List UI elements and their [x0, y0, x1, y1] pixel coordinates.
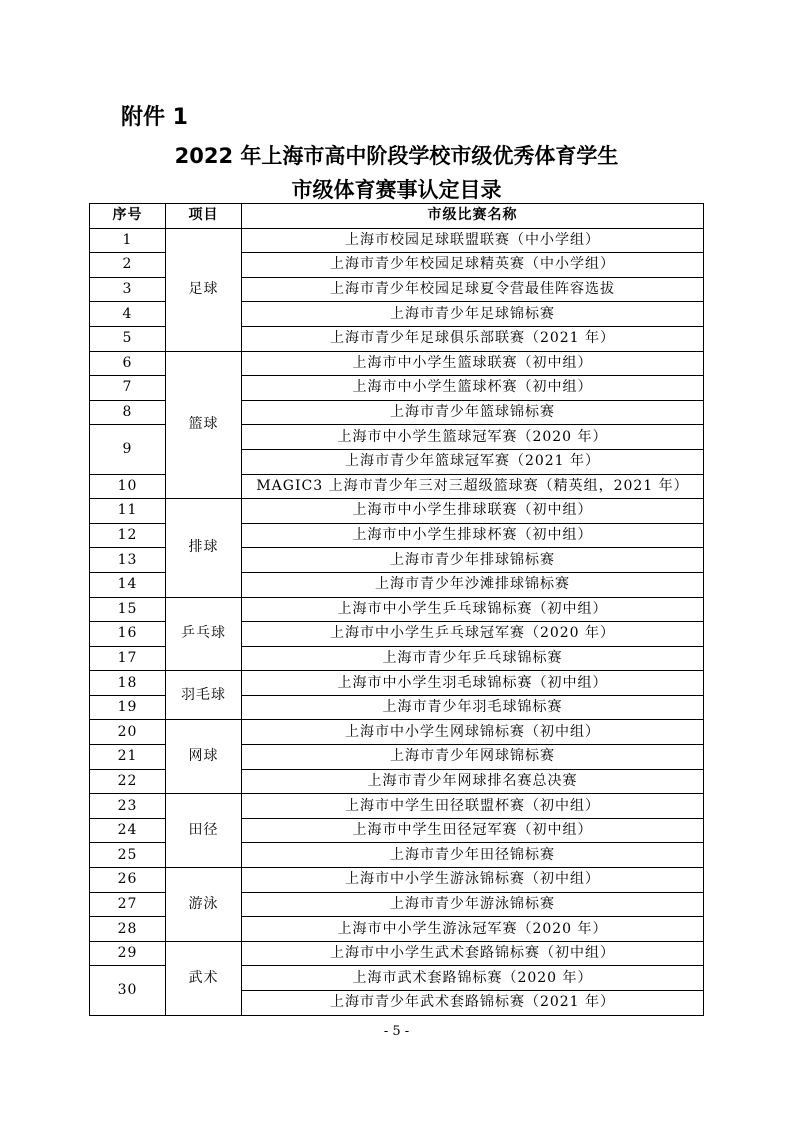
table-row: [90, 868, 704, 893]
competition-name: 上海市青少年篮球锦标赛: [242, 400, 704, 425]
competition-name: 上海市武术套路锦标赛（2020 年）: [242, 966, 704, 991]
competition-name: 上海市青少年足球俱乐部联赛（2021 年）: [242, 326, 704, 351]
row-number: 15: [90, 597, 166, 622]
competition-name: 上海市青少年网球排名赛总决赛: [242, 769, 704, 794]
competition-name: 上海市青少年田径锦标赛: [242, 843, 704, 868]
sport-name: 武术: [166, 941, 242, 1015]
attachment-label: 附件 1: [121, 105, 188, 130]
row-number: 21: [90, 745, 166, 770]
competition-name: 上海市中小学生网球锦标赛（初中组）: [242, 720, 704, 745]
row-number: 4: [90, 302, 166, 327]
row-number: 28: [90, 917, 166, 942]
competition-name: 上海市校园足球联盟联赛（中小学组）: [242, 228, 704, 253]
header-sport: 项目: [166, 204, 242, 229]
row-number: 19: [90, 695, 166, 720]
competition-name: 上海市中小学生乒乓球冠军赛（2020 年）: [242, 622, 704, 647]
table-row: [90, 720, 704, 745]
competition-name: 上海市青少年武术套路锦标赛（2021 年）: [242, 991, 704, 1016]
competition-name: 上海市中小学生篮球冠军赛（2020 年）: [242, 425, 704, 450]
row-number: 24: [90, 818, 166, 843]
competition-name: 上海市中小学生乒乓球锦标赛（初中组）: [242, 597, 704, 622]
competition-name: 上海市中小学生游泳锦标赛（初中组）: [242, 868, 704, 893]
row-number: 12: [90, 523, 166, 548]
row-number: 22: [90, 769, 166, 794]
table-row: [90, 794, 704, 819]
table-row: [90, 351, 704, 376]
competition-name: 上海市中小学生排球联赛（初中组）: [242, 499, 704, 524]
competition-name: 上海市青少年网球锦标赛: [242, 745, 704, 770]
row-number: 3: [90, 277, 166, 302]
row-number: 29: [90, 941, 166, 966]
competition-name: 上海市中小学生羽毛球锦标赛（初中组）: [242, 671, 704, 696]
sport-name: 排球: [166, 499, 242, 597]
row-number: 23: [90, 794, 166, 819]
competition-name: 上海市青少年羽毛球锦标赛: [242, 695, 704, 720]
row-number: 10: [90, 474, 166, 499]
competition-name: 上海市青少年乒乓球锦标赛: [242, 646, 704, 671]
sport-name: 足球: [166, 228, 242, 351]
row-number: 5: [90, 326, 166, 351]
row-number: 17: [90, 646, 166, 671]
table-body: [90, 228, 704, 1015]
row-number: 25: [90, 843, 166, 868]
competition-name: 上海市中学生田径冠军赛（初中组）: [242, 818, 704, 843]
row-number: 11: [90, 499, 166, 524]
competition-name: 上海市青少年沙滩排球锦标赛: [242, 572, 704, 597]
competition-name: 上海市中小学生武术套路锦标赛（初中组）: [242, 941, 704, 966]
row-number: 20: [90, 720, 166, 745]
row-number: 14: [90, 572, 166, 597]
row-number: 7: [90, 376, 166, 401]
row-number: 6: [90, 351, 166, 376]
table-row: [90, 499, 704, 524]
competition-name: 上海市青少年篮球冠军赛（2021 年）: [242, 449, 704, 474]
row-number: 26: [90, 868, 166, 893]
competition-name: 上海市中学生田径联盟杯赛（初中组）: [242, 794, 704, 819]
row-number: 1: [90, 228, 166, 253]
competition-name: 上海市青少年排球锦标赛: [242, 548, 704, 573]
row-number: 30: [90, 966, 166, 1015]
page-number: - 5 -: [383, 1024, 410, 1039]
competition-name: 上海市青少年校园足球精英赛（中小学组）: [242, 253, 704, 278]
header-number: 序号: [90, 204, 166, 229]
competition-name: 上海市中小学生篮球联赛（初中组）: [242, 351, 704, 376]
competition-name: 上海市中小学生篮球杯赛（初中组）: [242, 376, 704, 401]
sport-name: 游泳: [166, 868, 242, 942]
table-header-row: [90, 204, 704, 229]
competition-name: 上海市中小学生游泳冠军赛（2020 年）: [242, 917, 704, 942]
table-row: [90, 671, 704, 696]
sport-name: 乒乓球: [166, 597, 242, 671]
table-row: [90, 941, 704, 966]
row-number: 18: [90, 671, 166, 696]
table-row: [90, 228, 704, 253]
row-number: 16: [90, 622, 166, 647]
sport-name: 网球: [166, 720, 242, 794]
row-number: 2: [90, 253, 166, 278]
row-number: 9: [90, 425, 166, 474]
row-number: 13: [90, 548, 166, 573]
sport-name: 田径: [166, 794, 242, 868]
competition-name: 上海市中小学生排球杯赛（初中组）: [242, 523, 704, 548]
competition-name: 上海市青少年校园足球夏令营最佳阵容选拔: [242, 277, 704, 302]
competition-name: 上海市青少年足球锦标赛: [242, 302, 704, 327]
document-title-line-2: 市级体育赛事认定目录: [291, 178, 502, 202]
row-number: 27: [90, 892, 166, 917]
document-title-line-1: 2022 年上海市高中阶段学校市级优秀体育学生: [174, 144, 619, 168]
table-row: [90, 597, 704, 622]
competition-table: [89, 203, 704, 1016]
row-number: 8: [90, 400, 166, 425]
sport-name: 羽毛球: [166, 671, 242, 720]
competition-name: 上海市青少年游泳锦标赛: [242, 892, 704, 917]
competition-name: MAGIC3 上海市青少年三对三超级篮球赛（精英组，2021 年）: [242, 474, 704, 499]
sport-name: 篮球: [166, 351, 242, 499]
header-competition-name: 市级比赛名称: [242, 204, 704, 229]
